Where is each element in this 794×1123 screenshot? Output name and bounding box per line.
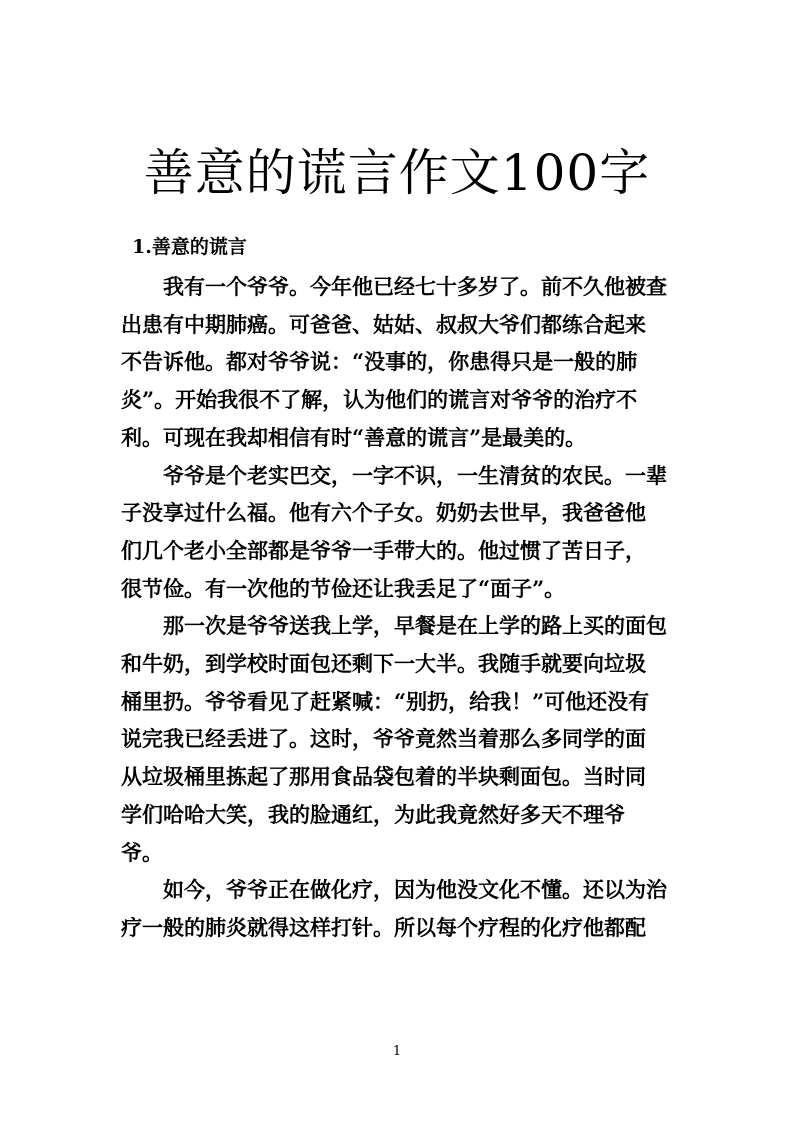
paragraph-line: 很节俭。有一次他的节俭还让我丢足了“面子”。 xyxy=(121,575,566,601)
paragraph-line: 子没享过什么福。他有六个子女。奶奶去世早，我爸爸他 xyxy=(121,500,646,526)
paragraph-line: 说完我已经丢进了。这时，爷爷竟然当着那么多同学的面 xyxy=(121,726,646,752)
page-number: 1 xyxy=(392,1044,402,1059)
paragraph-line: 们几个老小全部都是爷爷一手带大的。他过惯了苦日子， xyxy=(121,537,646,563)
paragraph-first-line: 爷爷是个老实巴交，一字不识，一生清贫的农民。一辈 xyxy=(163,462,667,488)
paragraph-line: 和牛奶，到学校时面包还剩下一大半。我随手就要向垃圾 xyxy=(121,651,646,676)
paragraph-line: 桶里扔。爷爷看见了赶紧喊：“别扔，给我！”可他还没有 xyxy=(121,688,650,714)
paragraph-line: 疗一般的肺炎就得这样打针。所以每个疗程的化疗他都配 xyxy=(121,914,646,940)
paragraph-first-line: 那一次是爷爷送我上学，早餐是在上学的路上买的面包 xyxy=(163,613,667,639)
paragraph-first-line: 如今，爷爷正在做化疗，因为他没文化不懂。还以为治 xyxy=(163,877,667,903)
paragraph-line: 利。可现在我却相信有时“善意的谎言”是最美的。 xyxy=(121,424,587,450)
paragraph-line: 爷。 xyxy=(121,839,163,865)
paragraph-first-line: 我有一个爷爷。今年他已经七十多岁了。前不久他被查 xyxy=(163,274,667,299)
paragraph-line: 学们哈哈大笑，我的脸通红，为此我竟然好多天不理爷 xyxy=(121,801,625,827)
section-heading: 1.善意的谎言 xyxy=(132,236,247,258)
paragraph-line: 炎”。开始我很不了解，认为他们的谎言对爷爷的治疗不 xyxy=(121,387,638,413)
paragraph-line: 出患有中期肺癌。可爸爸、姑姑、叔叔大爷们都练合起来 xyxy=(121,311,646,337)
paragraph-line: 不告诉他。都对爷爷说：“没事的，你患得只是一般的肺 xyxy=(121,349,638,375)
paragraph-line: 从垃圾桶里拣起了那用食品袋包着的半块剩面包。当时同 xyxy=(121,764,646,790)
document-title: 善意的谎言作文100字 xyxy=(143,144,651,202)
